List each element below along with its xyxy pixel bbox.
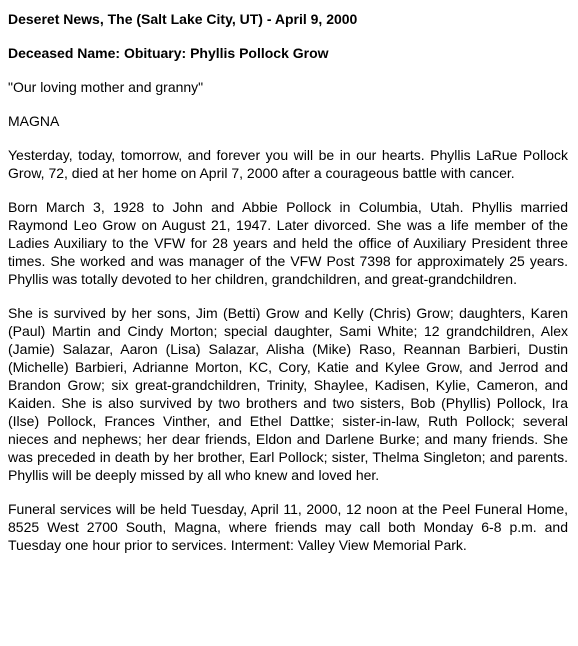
memorial-quote: "Our loving mother and granny" [8,79,204,95]
obituary-paragraph-intro: Yesterday, today, tomorrow, and forever you will be in our hearts. Phyllis LaRue Pollock Grow, 72, died at her home on April 7, 2000 after a courageous battle with cancer. [8,147,568,181]
obituary-paragraph-services: Funeral services will be held Tuesday, April 11, 2000, 12 noon at the Peel Funeral Home, 8525 West 2700 South, Magna, where friends may call both Monday 6-8 p.m. and Tuesday one hour prior to services. Interment: Valley View Memorial Park. [8,501,568,553]
obituary-paragraph-biography: Born March 3, 1928 to John and Abbie Pollock in Columbia, Utah. Phyllis married Raymond Leo Grow on August 21, 1947. Later divorced. She was a life member of the Ladies Auxiliary to the VFW for 28 years and held the office of Auxiliary President three times. She worked and was manager of the VFW Post 7398 for approximately 25 years. Phyllis was totally devoted to her children, grandchildren, and great-grandchildren. [8,199,568,287]
location-label: MAGNA [8,113,60,129]
deceased-name-heading: Deceased Name: Obituary: Phyllis Pollock Grow [8,45,329,61]
obituary-paragraph-survivors: She is survived by her sons, Jim (Betti) Grow and Kelly (Chris) Grow; daughters, Karen (Paul) Martin and Cindy Morton; special daughter, Sami White; 12 grandchildren, Alex (Jamie) Salazar, Aaron (Lisa) Salazar, Alisha (Mike) Raso, Reannan Barbieri, Dustin (Michelle) Barbieri, Adrianne Morton, KC, Cory, Katie and Kylee Grow, and Jerrod and Brandon Grow; six great-grandchildren, Trinity, Shaylee, Kadisen, Kylie, Cameron, and Kaiden. She is also survived by two brothers and two sisters, Bob (Phyllis) Pollock, Ira (Ilse) Pollock, Frances Vinther, and Ethel Dattke; sister-in-law, Ruth Pollock; several nieces and nephews; her dear friends, Eldon and Darlene Burke; and many friends. She was preceded in death by her brother, Earl Pollock; sister, Thelma Singleton; and parents. Phyllis will be deeply missed by all who knew and loved her. [8,305,568,483]
source-headline: Deseret News, The (Salt Lake City, UT) - April 9, 2000 [8,11,358,27]
